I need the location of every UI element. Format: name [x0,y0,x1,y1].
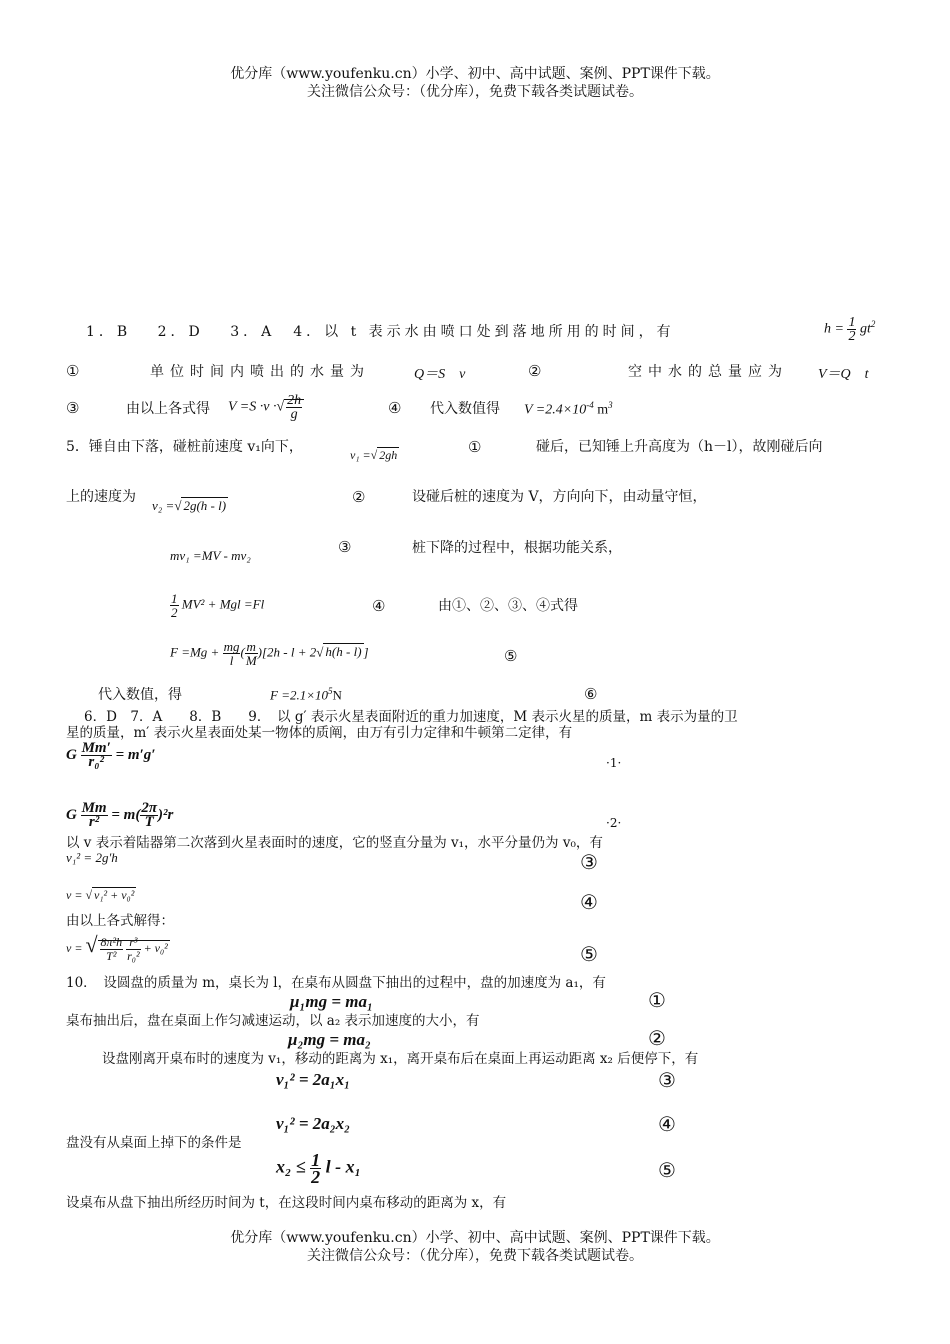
q9-eq5-b: + v₀² [143,941,168,955]
q9-eq2-frac [81,802,108,829]
q5-eq5-frac1 [223,640,241,667]
q10-eq4: v₁² = 2a₂x₂ [276,1114,351,1133]
circle-6: ⑥ [584,685,598,703]
header-line-1: 优分库（www.youfenku.cn）小学、初中、高中试题、案例、PPT课件下载。 [230,66,720,82]
q6-9-line1: 6．D 7．A 8．B 9． 以 g′ 表示火星表面附近的重力加速度，M 表示火星的质量，m 表示为量的卫 [84,709,738,725]
q10-line3: 设盘刚离开桌布时的速度为 v₁，移动的距离为 x₁，离开桌布后在桌面上再运动距离 x₂ 后便停下，有 [102,1051,699,1067]
q5-eq6-exp: 5 [328,686,333,696]
q5-eq2-lhs: v₂ = [152,498,175,513]
q10-line5: 设桌布从盘下抽出所经历时间为 t，在这段时间内桌布移动的距离为 x，有 [66,1195,507,1211]
q9-mark-1: ·1· [606,756,622,770]
q5-line2: 上的速度为 [66,489,136,505]
q5-eq4-body: MV² + Mgl =Fl [181,596,265,612]
q10-eq2: μ₂mg = ma₂ [288,1030,371,1049]
q4-line3-den: g [286,407,302,421]
q5-eq6-unit: N [332,687,342,703]
q9-eq2-frac2 [140,802,158,829]
circle-4-d: ④ [658,1112,676,1136]
circle-3-c: ③ [580,850,598,874]
q9-eq4: v = √ v₁² + v₀² [66,888,135,902]
q5-eq5-b: [2h - l + 2 [262,644,317,660]
q5-eq5-rad: h(h - l) [325,644,362,660]
circle-3-a: ③ [66,399,80,417]
q9-eq1-num: Mm′ [81,740,111,756]
q4-line3b-exp: -4 [586,400,594,410]
q9-line2: 星的质量，m′ 表示火星表面处某一物体的质阐，由万有引力定律和牛顿第二定律，有 [66,725,573,741]
circle-4-a: ④ [388,399,402,417]
q9-eq5-frac2 [126,936,140,963]
q4-line3b-eq: $V =2.4\times 10^{-4}$ $m^3$ [524,400,613,418]
q5-eq5-f2n: m [246,639,256,654]
q5-eq5-f1d: l [223,653,241,667]
q4-line3-eq: V =S ·v ·√ $\frac{2h}{g}$ [228,394,304,421]
circle-5-c: ⑤ [580,942,598,966]
q10-eq5-den: 2 [311,1167,321,1187]
q9-eq1-a: G [66,746,77,763]
footer-line-2: 关注微信公众号：（优分库），免费下载各类试题试卷。 [307,1248,643,1264]
circle-3-d: ③ [658,1068,676,1092]
q5-line4b: 由①、②、③、④式得 [438,598,578,614]
q10-line2: 桌布抽出后，盘在桌面上作匀减速运动，以 a₂ 表示加速度的大小，有 [66,1013,480,1029]
q9-eq2-fn: 2π [141,800,158,816]
q5-eq5-c: ] [363,644,369,660]
q9-eq5-a: v = [66,941,83,955]
q4-eq1-frac [847,316,856,343]
q4-eq1: h = $\frac{1}{2}$ $gt^2$ [824,315,876,344]
q5-line6: 代入数值，得 [98,687,182,703]
q9-eq3: v₁² = 2g′h [66,850,118,865]
q10-eq5-num: 1 [311,1150,321,1170]
q9-eq2-num: Mm [81,800,107,816]
q10-eq5 [276,1152,361,1185]
q10-line1: 10． 设圆盘的质量为 m，桌长为 l，在桌布从圆盘下抽出的过程中，盘的加速度为 a₁，有 [66,975,606,991]
q5-eq3: mv₁ =MV - mv₂ [170,548,251,563]
q4-line2-text: 单位时间内喷出的水量为 [150,364,370,380]
q9-eq2-den: r² [81,815,108,829]
q4-line3b-text: 代入数值得 [430,401,500,417]
q10-eq5-frac [310,1152,321,1185]
q4-line3-eq-lhs: V =S ·v · [228,399,277,415]
circle-1-d: ① [648,988,666,1012]
q9-eq5-f1n: 8π²h [100,934,123,949]
circle-1-a: ① [66,362,80,380]
q5-eq1-rad: 2gh [379,448,398,462]
q9-line4: 由以上各式解得： [66,913,174,929]
circle-2-a: ② [528,362,542,380]
q10-eq5-b: l - x₁ [325,1156,361,1177]
q5-eq5-f1n: mg [223,639,240,654]
q5-eq2-rad: 2g(h - l) [183,498,227,513]
q5-eq1-lhs: v₁ = [350,448,371,462]
header-line-2: 关注微信公众号：（优分库），免费下载各类试题试卷。 [307,84,643,100]
q4-line3-num: 2h [287,393,302,408]
circle-4-b: ④ [372,597,386,615]
q5-line1b: 碰后，已知锤上升高度为（h－l），故刚碰后向 [536,439,823,455]
q5-eq5-f2d: M [245,653,257,668]
q5-eq5-frac2 [245,640,258,667]
q4-line2-eq: Q＝S v [414,367,466,382]
q5-eq4-num: 1 [171,591,178,606]
q5-eq2: v₂ =√ 2g(h - l) [152,498,227,513]
q9-eq5-frac1 [100,936,124,963]
circle-5-b: ⑤ [504,647,518,665]
q9-mark-2: ·2· [606,816,622,830]
q9-eq1 [66,742,155,769]
q9-eq2 [66,802,173,829]
q4-line2b-text: 空中水的总量应为 [628,364,788,380]
q10-line4: 盘没有从桌面上掉下的条件是 [66,1135,242,1151]
q5-eq6 [270,686,342,703]
circle-1-b: ① [468,438,482,456]
q9-eq4-rad: v₁² + v₀² [94,888,135,902]
q9-eq1-frac [81,742,112,769]
q9-line3: 以 v 表示着陆器第二次落到火星表面时的速度，它的竖直分量为 v₁，水平分量仍为 v₀，有 [66,835,603,851]
q4-line3-text: 由以上各式得 [126,401,210,417]
q9-eq2-fd: T [140,815,158,829]
circle-4-c: ④ [580,890,598,914]
q5-eq4-frac [170,592,179,619]
q9-eq2-a: G [66,806,77,823]
q9-eq5-f2d: r₀² [127,948,140,963]
q4-line2b-eq: V＝Q t [818,367,869,382]
circle-2-d: ② [648,1026,666,1050]
q4-line3b-val: V =2.4×10 [524,402,587,418]
q4-line3b-unit: m [597,402,609,418]
q9-eq2-c: )²r [158,806,174,823]
q10-eq1: μ₁mg = ma₁ [290,992,373,1011]
q10-eq3: v₁² = 2a₁x₁ [276,1070,351,1089]
q4-line3-frac [286,394,302,421]
q5-eq4-den: 2 [171,605,178,620]
q4-eq1-rhs: gt [859,321,871,337]
q5-eq5-a: F =Mg + [170,644,220,660]
circle-2-b: ② [352,488,366,506]
q5-eq4 [170,592,264,619]
circle-5-d: ⑤ [658,1158,676,1182]
q5-eq6-val: F =2.1×10 [270,687,328,703]
q4-eq1-num: 1 [848,315,856,330]
q4-eq1-lhs: h = [824,321,844,337]
q9-eq1-b: = m′g′ [115,746,156,763]
q9-eq5-f1d: T² [100,949,124,963]
q4-eq1-den: 2 [848,329,856,344]
q9-eq5-f2n: r³ [129,934,138,949]
q9-eq4-a: v = [66,888,83,902]
q9-eq5: v = √ $\frac{\text{8π²h}}{\text{T²}}$ $\frac{\text{r³}}{\text{r₀²}}$ + v₀² [66,932,168,963]
q10-eq5-a: x₂ ≤ [276,1156,306,1177]
q1-4-text: 1．B 2．D 3．A 4．以 t 表示水由喷口处到落地所用的时间，有 [86,324,675,340]
q5-line3b: 桩下降的过程中，根据功能关系， [412,540,622,556]
q5-eq5: F =Mg + $\frac{mg}{l}$ ( $\frac{m}{M}$ )[2h - l + 2√ h(h - l) ] [170,639,369,668]
footer-line-1: 优分库（www.youfenku.cn）小学、初中、高中试题、案例、PPT课件下载。 [230,1230,720,1246]
q5-line1: 5．锤自由下落，碰桩前速度 v₁向下， [66,439,303,455]
q5-eq1: v₁ =√ 2gh [350,448,398,462]
circle-3-b: ③ [338,538,352,556]
q9-eq2-b: = m( [111,806,141,823]
q9-eq1-den: r₀² [81,755,112,769]
q5-line2b: 设碰后桩的速度为 V，方向向下，由动量守恒， [412,489,707,505]
